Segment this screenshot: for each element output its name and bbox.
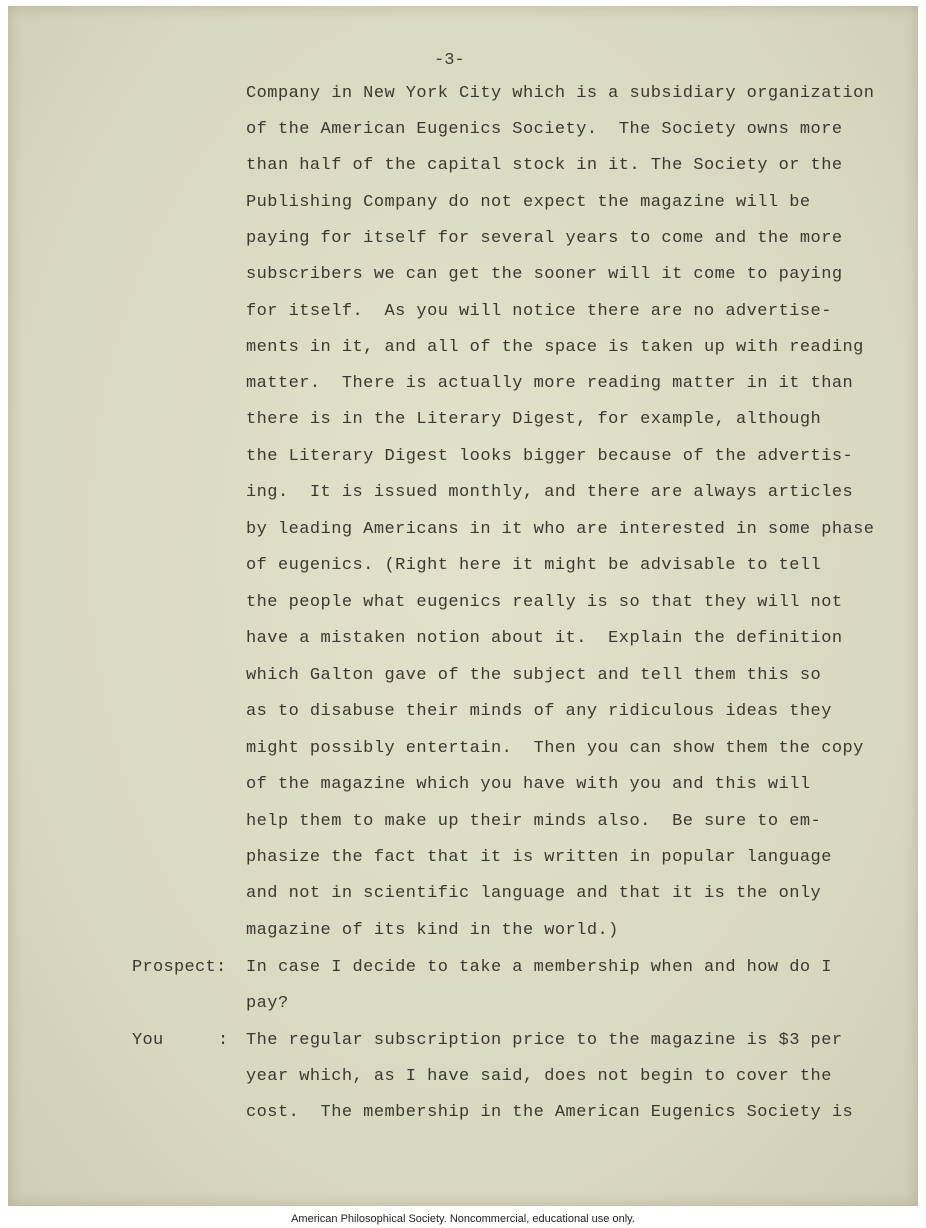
body-line: than half of the capital stock in it. The Society or the <box>246 156 843 175</box>
body-line: and not in scientific language and that it is the only <box>246 884 822 903</box>
body-line: might possibly entertain. Then you can show them the copy <box>246 739 864 758</box>
prospect-line: pay? <box>246 994 289 1013</box>
body-line: help them to make up their minds also. Be sure to em- <box>246 812 822 831</box>
you-line: year which, as I have said, does not begin to cover the <box>246 1067 832 1086</box>
you-line: The regular subscription price to the magazine is $3 per <box>246 1031 843 1050</box>
speaker-colon: : <box>218 1031 229 1050</box>
body-line: for itself. As you will notice there are no advertise- <box>246 302 832 321</box>
archive-credit: American Philosophical Society. Noncommercial, educational use only. <box>291 1213 635 1225</box>
speaker-label-prospect: Prospect: <box>132 958 227 977</box>
body-line: which Galton gave of the subject and tell them this so <box>246 666 822 685</box>
body-line: Company in New York City which is a subsidiary organization <box>246 84 875 103</box>
body-line: as to disabuse their minds of any ridiculous ideas they <box>246 702 832 721</box>
body-line: magazine of its kind in the world.) <box>246 921 619 940</box>
body-line: by leading Americans in it who are interested in some phase <box>246 520 875 539</box>
typed-document-page <box>8 6 918 1206</box>
body-line: there is in the Literary Digest, for example, although <box>246 410 822 429</box>
body-line: ing. It is issued monthly, and there are always articles <box>246 483 854 502</box>
body-line: ments in it, and all of the space is taken up with reading <box>246 338 864 357</box>
body-line: have a mistaken notion about it. Explain the definition <box>246 629 843 648</box>
body-line: phasize the fact that it is written in popular language <box>246 848 832 867</box>
body-line: the people what eugenics really is so that they will not <box>246 593 843 612</box>
body-line: the Literary Digest looks bigger because of the advertis- <box>246 447 854 466</box>
body-line: of eugenics. (Right here it might be advisable to tell <box>246 556 822 575</box>
page-number: -3- <box>434 51 465 70</box>
you-line: cost. The membership in the American Eugenics Society is <box>246 1103 854 1122</box>
body-line: of the magazine which you have with you and this will <box>246 775 811 794</box>
prospect-line: In case I decide to take a membership when and how do I <box>246 958 832 977</box>
body-line: paying for itself for several years to come and the more <box>246 229 843 248</box>
body-line: of the American Eugenics Society. The Society owns more <box>246 120 843 139</box>
speaker-label-you: You <box>132 1031 164 1050</box>
body-line: matter. There is actually more reading matter in it than <box>246 374 854 393</box>
body-line: Publishing Company do not expect the magazine will be <box>246 193 811 212</box>
document-body <box>8 6 918 1206</box>
body-line: subscribers we can get the sooner will it come to paying <box>246 265 843 284</box>
